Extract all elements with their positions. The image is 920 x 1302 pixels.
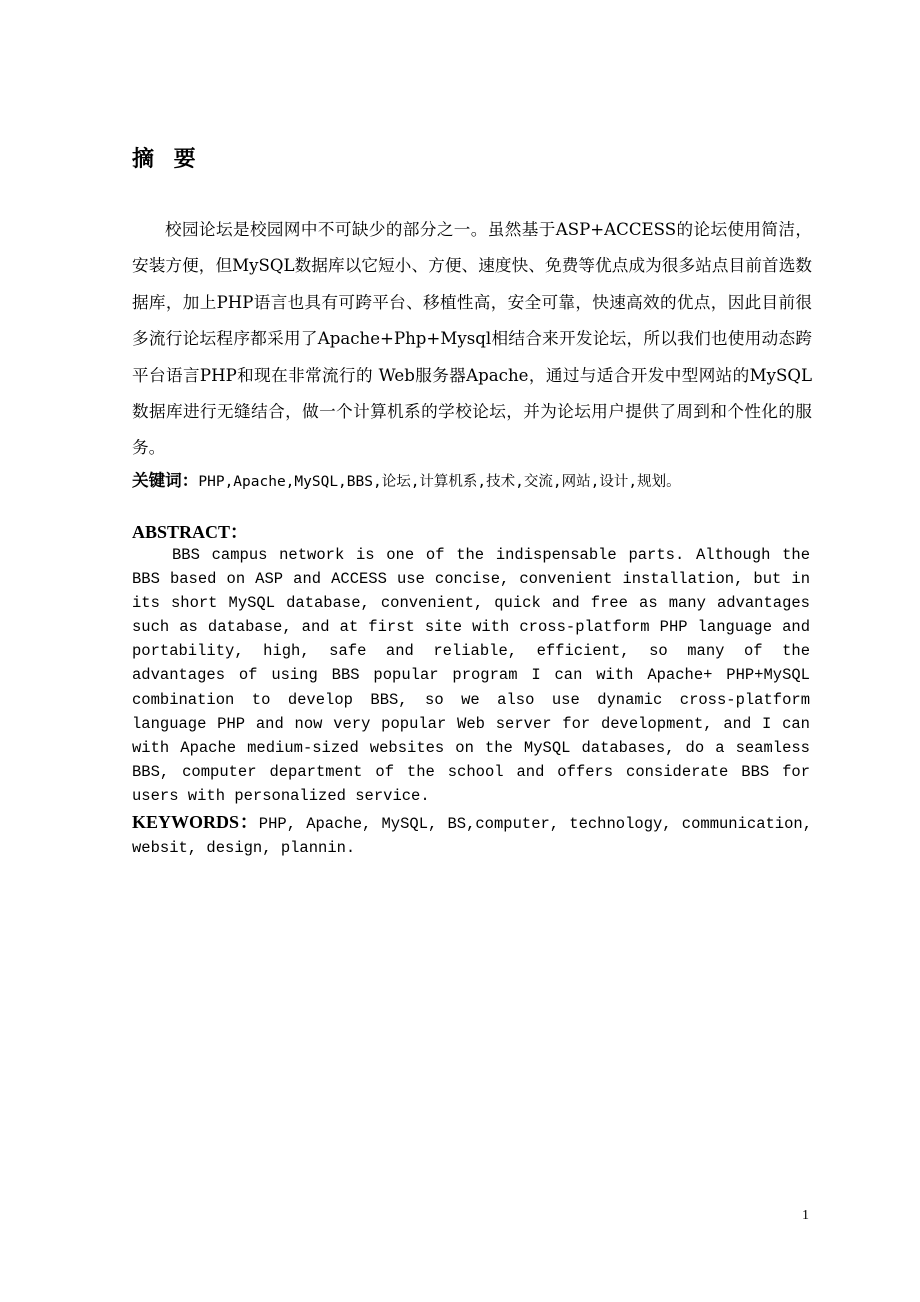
english-abstract: BBS campus network is one of the indispensable parts. Although the BBS based on ASP and ACCESS use concise, convenient installation, but in its short MySQL database, convenient, quick and free as many advantages such as database, and at first site with cross-platform PHP language and portability, high, safe and reliable, efficient, so many of the advantages of using BBS popular program I can with Apache+ PHP+MySQL combination to develop BBS, so we also use dynamic cross-platform language PHP and now very popular Web server for development, and I can with Apache medium-sized websites on the MySQL databases, do a seamless BBS, computer department of the school and offers considerate BBS for users with personalized service.: [132, 546, 810, 805]
page-title: 摘 要: [132, 146, 202, 172]
chinese-keywords-label: 关键词：: [132, 470, 199, 490]
english-keywords-value: PHP, Apache, MySQL, BS,computer, technology, communication, websit, design, plannin.: [132, 815, 813, 858]
english-keywords: [132, 810, 812, 861]
chinese-keywords: [132, 466, 822, 496]
chinese-keywords-value: PHP,Apache,MySQL,BBS,论坛,计算机系,技术,交流,网站,设计,规划。: [198, 474, 681, 490]
chinese-abstract: 校园论坛是校园网中不可缺少的部分之一。虽然基于ASP+ACCESS的论坛使用简洁，安装方便，但MySQL数据库以它短小、方便、速度快、免费等优点成为很多站点目前首选数据库，加上PHP语言也具有可跨平台、移植性高，安全可靠，快速高效的优点，因此目前很多流行论坛程序都采用了Apache+Php+Mysql相结合来开发论坛，所以我们也使用动态跨平台语言PHP和现在非常流行的 Web服务器Apache，通过与适合开发中型网站的MySQL数据库进行无缝结合，做一个计算机系的学校论坛，并为论坛用户提供了周到和个性化的服务。: [132, 220, 812, 458]
page-number: 1: [802, 1208, 809, 1223]
english-keywords-label: KEYWORDS：: [132, 812, 259, 832]
english-abstract-heading: ABSTRACT：: [132, 522, 249, 542]
